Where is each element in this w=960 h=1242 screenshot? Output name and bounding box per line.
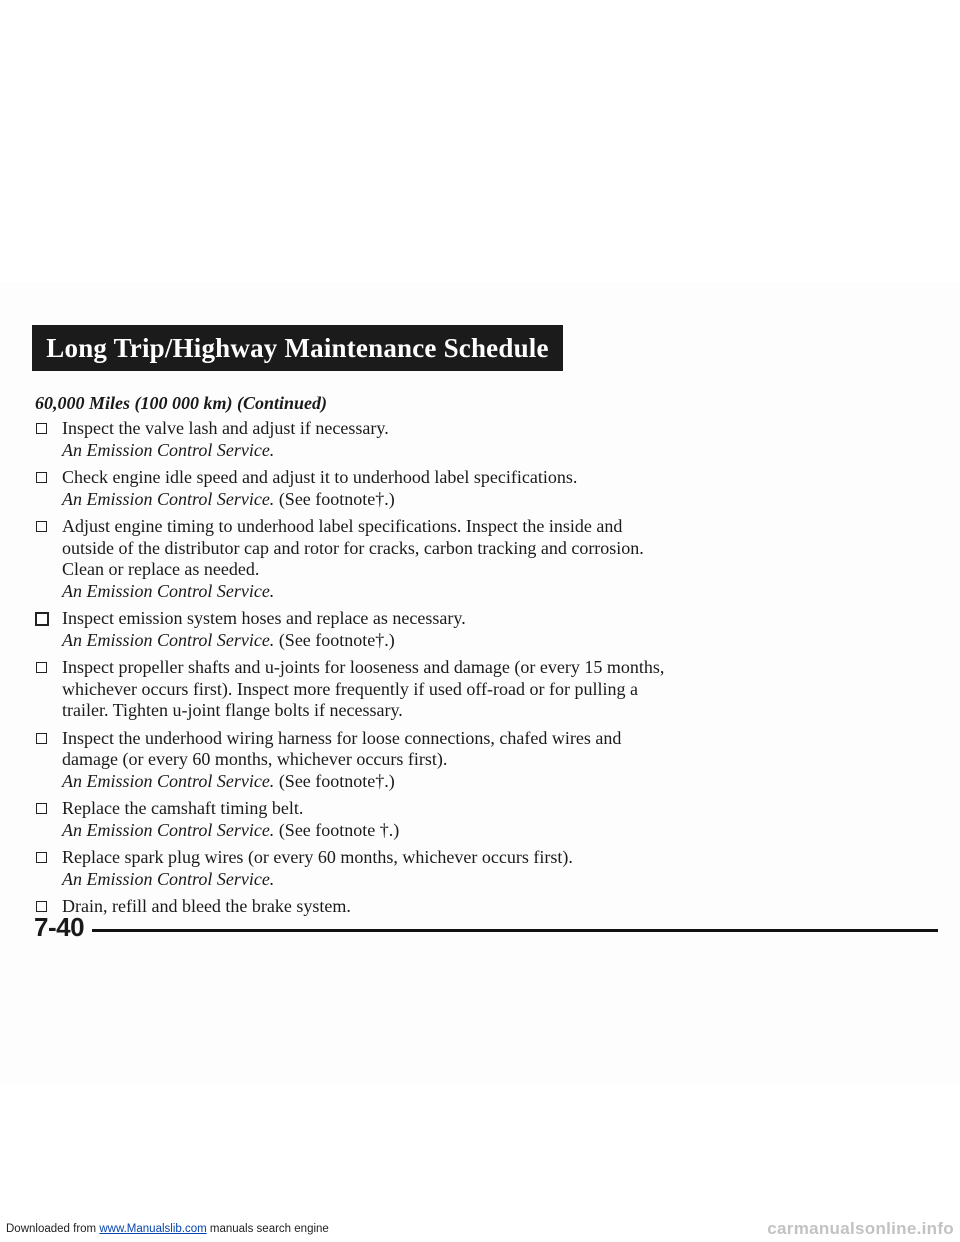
download-footer <box>0 1216 960 1242</box>
item-text: Inspect propeller shafts and u-joints for looseness and damage (or every 15 months, whichever occurs first). Inspect more frequently if used off-road or for pulling a trailer. Tighten u-joint flange bolts if necessary. <box>62 657 665 720</box>
checklist-item <box>36 728 676 793</box>
item-text: Inspect the valve lash and adjust if necessary. <box>62 418 389 438</box>
item-text: Check engine idle speed and adjust it to underhood label specifications. <box>62 467 578 487</box>
checkbox-icon[interactable] <box>36 521 47 532</box>
download-suffix: manuals search engine <box>206 1223 329 1235</box>
note-label: An Emission Control Service. <box>62 629 275 650</box>
note-label: An Emission Control Service. <box>62 819 275 840</box>
checkbox-icon[interactable] <box>36 901 47 912</box>
note-label: An Emission Control Service. <box>62 770 275 791</box>
note-label: An Emission Control Service. <box>62 488 275 509</box>
download-notice <box>6 1216 329 1242</box>
checklist-item <box>36 657 676 722</box>
manual-page <box>0 282 960 1084</box>
item-text: Replace the camshaft timing belt. <box>62 798 304 818</box>
item-note <box>62 581 676 603</box>
item-text: Replace spark plug wires (or every 60 months, whichever occurs first). <box>62 847 573 867</box>
item-note <box>62 771 676 793</box>
footer-rule <box>92 929 938 932</box>
checklist-item <box>36 467 676 510</box>
manualslib-link[interactable]: www.Manualslib.com <box>99 1223 207 1235</box>
checkbox-icon[interactable] <box>36 803 47 814</box>
page-number: 7-40 <box>34 912 85 942</box>
note-suffix: (See footnote†.) <box>274 629 395 650</box>
checkbox-icon[interactable] <box>36 733 47 744</box>
item-note <box>62 630 676 652</box>
note-suffix: (See footnote †.) <box>274 819 400 840</box>
schedule-banner: Long Trip/Highway Maintenance Schedule <box>32 325 563 371</box>
checklist <box>36 418 676 924</box>
section-heading: 60,000 Miles (100 000 km) (Continued) <box>35 393 328 413</box>
checklist-item <box>36 847 676 890</box>
note-label: An Emission Control Service. <box>62 439 275 460</box>
checklist-item <box>36 516 676 602</box>
note-label: An Emission Control Service. <box>62 580 275 601</box>
checklist-item <box>36 798 676 841</box>
site-logo: carmanualsonline.info <box>767 1219 954 1238</box>
note-suffix: (See footnote†.) <box>274 770 395 791</box>
item-note <box>62 440 676 462</box>
checkbox-icon[interactable] <box>36 423 47 434</box>
checkbox-icon[interactable] <box>36 472 47 483</box>
item-text: Inspect emission system hoses and replace as necessary. <box>62 608 466 628</box>
item-note <box>62 489 676 511</box>
download-prefix: Downloaded from <box>6 1223 100 1235</box>
item-text: Inspect the underhood wiring harness for loose connections, chafed wires and damage (or every 60 months, whichever occurs first). <box>62 727 622 769</box>
checklist-item <box>36 608 676 651</box>
note-suffix: (See footnote†.) <box>274 488 395 509</box>
checkbox-icon[interactable] <box>36 852 47 863</box>
checklist-item <box>36 896 676 918</box>
item-text: Adjust engine timing to underhood label specifications. Inspect the inside and outside of the distributor cap and rotor for cracks, carbon tracking and corrosion. Clean or replace as needed. <box>62 516 644 579</box>
item-note <box>62 820 676 842</box>
note-label: An Emission Control Service. <box>62 868 275 889</box>
checkbox-icon[interactable] <box>36 662 47 673</box>
checkbox-icon[interactable] <box>35 612 49 626</box>
checklist-item <box>36 418 676 461</box>
item-text: Drain, refill and bleed the brake system. <box>62 896 351 916</box>
item-note <box>62 869 676 891</box>
